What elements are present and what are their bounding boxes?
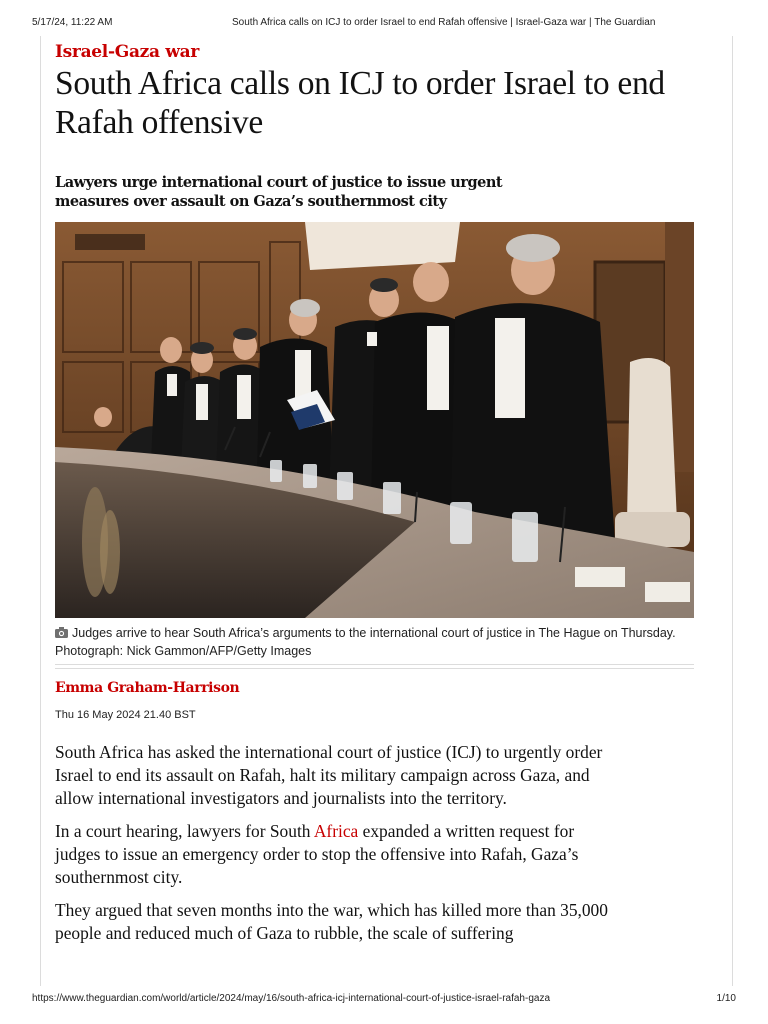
paragraph-text: In a court hearing, lawyers for South <box>55 821 314 841</box>
print-date: 5/17/24, 11:22 AM <box>32 17 113 28</box>
print-url: https://www.theguardian.com/world/article/2024/may/16/south-africa-icj-international-court-of-justice-israel-rafah-gaza <box>32 993 551 1004</box>
lead-photo <box>55 222 694 618</box>
publish-dateline: Thu 16 May 2024 21.40 BST <box>55 709 196 721</box>
body-paragraph: South Africa has asked the international court of justice (ICJ) to urgently order Israel to end its assault on Rafah, halt its military campaign across Gaza, and allow international investigators and journalists into the territory. <box>55 742 603 808</box>
photo-caption <box>55 624 685 660</box>
camera-icon <box>55 627 68 638</box>
body-paragraph <box>55 820 615 889</box>
body-paragraph: They argued that seven months into the war, which has killed more than 35,000 people and reduced much of Gaza to rubble, the scale of suffering <box>55 900 608 943</box>
africa-topic-link[interactable]: Africa <box>313 821 359 841</box>
article-headline: South Africa calls on ICJ to order Israel to end Rafah offensive <box>55 65 665 141</box>
article-body <box>55 741 615 955</box>
judges-courtroom-image <box>55 222 694 618</box>
article-standfirst: Lawyers urge international court of justice to issue urgent measures over assault on Gaza’s southernmost city <box>55 174 503 210</box>
right-column-rule <box>732 36 733 986</box>
print-page-number: 1/10 <box>716 993 736 1004</box>
left-column-rule <box>40 36 41 986</box>
photo-caption-text: Judges arrive to hear South Africa’s arguments to the international court of justice in The Hague on Thursday. Photograph: Nick Gammon/AFP/Getty Images <box>55 626 676 658</box>
author-byline-link[interactable]: Emma Graham-Harrison <box>55 680 240 696</box>
paragraph-text: expanded a written request for judges to issue an emergency order to stop the offensive into Rafah, Gaza’s southernmost city. <box>55 821 579 887</box>
byline-divider <box>55 664 694 669</box>
section-kicker-link[interactable]: Israel-Gaza war <box>55 42 200 62</box>
print-page-title: South Africa calls on ICJ to order Israel to end Rafah offensive | Israel-Gaza war | The Guardian <box>232 17 656 28</box>
